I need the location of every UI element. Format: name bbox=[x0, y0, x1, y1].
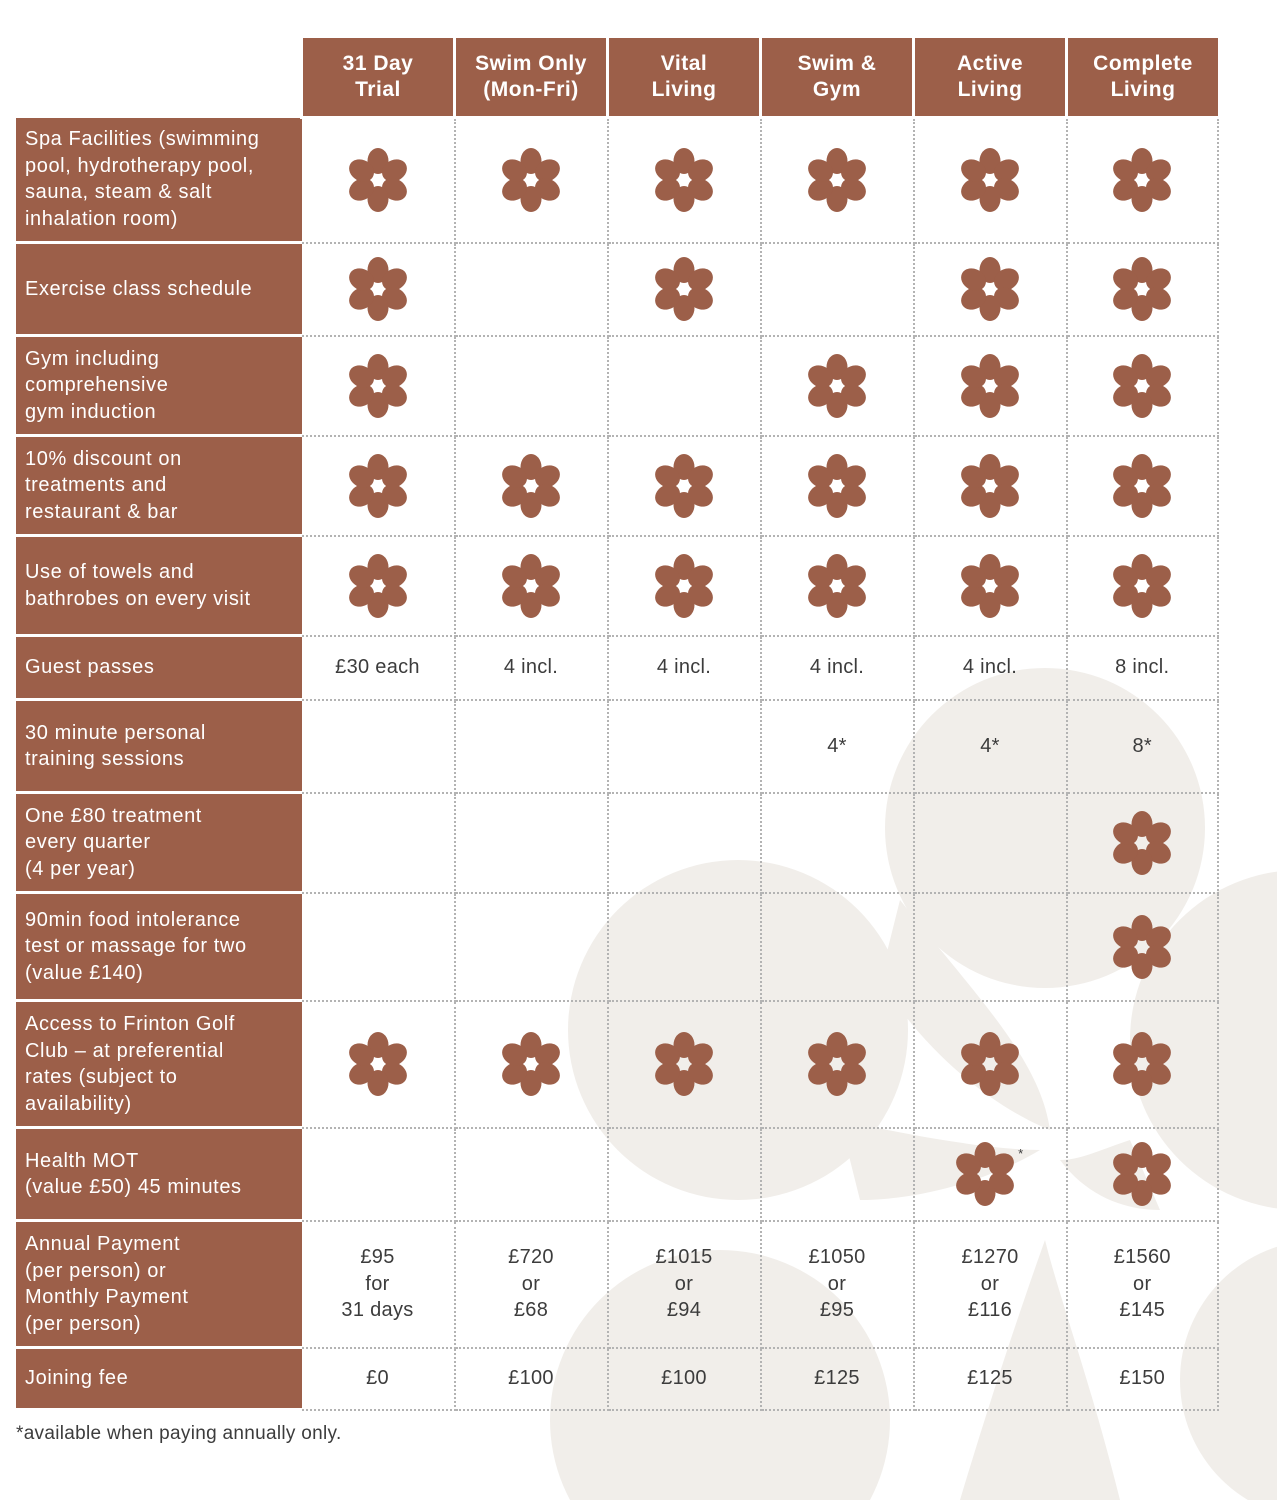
table-row bbox=[16, 436, 1218, 536]
table-cell bbox=[302, 793, 455, 893]
table-cell bbox=[1067, 793, 1219, 893]
flower-icon bbox=[1111, 256, 1173, 322]
row-label: Use of towels and bathrobes on every visit bbox=[16, 536, 302, 636]
flower-icon bbox=[806, 147, 868, 213]
table-cell bbox=[455, 700, 608, 793]
table-cell: £125 bbox=[914, 1348, 1067, 1410]
table-cell bbox=[302, 1001, 455, 1128]
table-cell: £0 bbox=[302, 1348, 455, 1410]
flower-icon bbox=[1111, 1141, 1173, 1207]
table-cell bbox=[914, 793, 1067, 893]
row-label: Guest passes bbox=[16, 636, 302, 700]
table-row bbox=[16, 536, 1218, 636]
table-cell: 4 incl. bbox=[761, 636, 914, 700]
flower-icon bbox=[653, 147, 715, 213]
table-cell bbox=[455, 336, 608, 436]
table-cell bbox=[455, 118, 608, 243]
table-cell bbox=[914, 536, 1067, 636]
flower-icon bbox=[954, 1141, 1016, 1207]
table-body bbox=[16, 118, 1218, 1410]
table-cell: 8 incl. bbox=[1067, 636, 1219, 700]
table-cell bbox=[914, 893, 1067, 1001]
flower-icon bbox=[500, 553, 562, 619]
flower-icon bbox=[806, 553, 868, 619]
flower-icon bbox=[500, 1031, 562, 1097]
row-label: 90min food intolerance test or massage for two (value £140) bbox=[16, 893, 302, 1001]
table-cell bbox=[302, 893, 455, 1001]
table-cell: £100 bbox=[455, 1348, 608, 1410]
table-cell bbox=[761, 793, 914, 893]
flower-icon bbox=[1111, 553, 1173, 619]
table-cell bbox=[1067, 1001, 1219, 1128]
table-cell bbox=[914, 243, 1067, 336]
row-label: One £80 treatment every quarter (4 per year) bbox=[16, 793, 302, 893]
table-cell bbox=[608, 1128, 761, 1221]
table-cell bbox=[608, 536, 761, 636]
table-cell bbox=[914, 436, 1067, 536]
table-row bbox=[16, 243, 1218, 336]
row-label: Annual Payment (per person) or Monthly Payment (per person) bbox=[16, 1221, 302, 1348]
table-cell bbox=[455, 1001, 608, 1128]
flower-icon bbox=[1111, 353, 1173, 419]
flower-icon bbox=[1111, 453, 1173, 519]
table-cell: £1560 or £145 bbox=[1067, 1221, 1219, 1348]
table-row bbox=[16, 1128, 1218, 1221]
flower-icon bbox=[347, 256, 409, 322]
table-cell bbox=[761, 536, 914, 636]
table-cell bbox=[761, 436, 914, 536]
table-cell bbox=[302, 336, 455, 436]
table-cell bbox=[761, 336, 914, 436]
table-cell bbox=[302, 700, 455, 793]
column-header: Swim & Gym bbox=[761, 38, 914, 118]
table-cell: £1270 or £116 bbox=[914, 1221, 1067, 1348]
table-cell: £1050 or £95 bbox=[761, 1221, 914, 1348]
flower-icon bbox=[959, 353, 1021, 419]
table-cell bbox=[302, 536, 455, 636]
flower-icon bbox=[347, 1031, 409, 1097]
table-cell bbox=[914, 336, 1067, 436]
header-row bbox=[16, 38, 1218, 118]
flower-icon bbox=[347, 453, 409, 519]
flower-icon bbox=[653, 256, 715, 322]
table-cell bbox=[761, 893, 914, 1001]
table-cell bbox=[761, 118, 914, 243]
flower-icon bbox=[806, 1031, 868, 1097]
table-cell bbox=[608, 893, 761, 1001]
table-cell: £1015 or £94 bbox=[608, 1221, 761, 1348]
table-cell bbox=[914, 1128, 1067, 1221]
flower-icon bbox=[1111, 1031, 1173, 1097]
table-cell bbox=[1067, 436, 1219, 536]
flower-icon bbox=[1111, 914, 1173, 980]
table-cell bbox=[608, 1001, 761, 1128]
asterisk-marker: * bbox=[1018, 1145, 1024, 1161]
membership-comparison-table-wrapper bbox=[16, 38, 1219, 1411]
flower-icon bbox=[653, 453, 715, 519]
flower-icon bbox=[500, 147, 562, 213]
table-cell bbox=[608, 118, 761, 243]
row-label: Joining fee bbox=[16, 1348, 302, 1410]
flower-icon bbox=[347, 147, 409, 213]
table-row bbox=[16, 700, 1218, 793]
header-corner bbox=[16, 38, 302, 118]
table-cell bbox=[302, 1128, 455, 1221]
table-cell bbox=[1067, 536, 1219, 636]
row-label: Gym including comprehensive gym induction bbox=[16, 336, 302, 436]
flower-icon bbox=[959, 453, 1021, 519]
membership-comparison-table bbox=[16, 38, 1219, 1411]
table-cell bbox=[1067, 118, 1219, 243]
table-cell bbox=[914, 1001, 1067, 1128]
table-cell bbox=[455, 436, 608, 536]
flower-icon bbox=[959, 256, 1021, 322]
table-cell bbox=[302, 118, 455, 243]
flower-icon bbox=[347, 353, 409, 419]
table-row bbox=[16, 1221, 1218, 1348]
row-label: 30 minute personal training sessions bbox=[16, 700, 302, 793]
flower-icon bbox=[500, 453, 562, 519]
flower-icon bbox=[959, 553, 1021, 619]
flower-icon bbox=[1111, 810, 1173, 876]
table-cell: £150 bbox=[1067, 1348, 1219, 1410]
footnote: *available when paying annually only. bbox=[16, 1423, 342, 1444]
table-row bbox=[16, 1001, 1218, 1128]
column-header: Complete Living bbox=[1067, 38, 1219, 118]
table-cell: £100 bbox=[608, 1348, 761, 1410]
table-cell bbox=[608, 243, 761, 336]
table-cell: £30 each bbox=[302, 636, 455, 700]
table-cell: £125 bbox=[761, 1348, 914, 1410]
flower-icon bbox=[806, 453, 868, 519]
table-row bbox=[16, 793, 1218, 893]
flower-icon bbox=[806, 353, 868, 419]
row-label: Access to Frinton Golf Club – at preferential rates (subject to availability) bbox=[16, 1001, 302, 1128]
table-row bbox=[16, 118, 1218, 243]
table-row bbox=[16, 1348, 1218, 1410]
table-cell: £720 or £68 bbox=[455, 1221, 608, 1348]
table-cell bbox=[1067, 893, 1219, 1001]
table-cell bbox=[455, 1128, 608, 1221]
table-cell bbox=[455, 793, 608, 893]
table-cell bbox=[302, 243, 455, 336]
table-cell bbox=[761, 1128, 914, 1221]
table-cell bbox=[1067, 336, 1219, 436]
table-row bbox=[16, 893, 1218, 1001]
table-cell bbox=[455, 243, 608, 336]
table-cell bbox=[761, 1001, 914, 1128]
flower-icon bbox=[959, 147, 1021, 213]
table-cell bbox=[302, 436, 455, 536]
column-header: Swim Only (Mon-Fri) bbox=[455, 38, 608, 118]
flower-icon bbox=[347, 553, 409, 619]
table-cell bbox=[1067, 1128, 1219, 1221]
table-cell: 4 incl. bbox=[914, 636, 1067, 700]
row-label: 10% discount on treatments and restaurant & bar bbox=[16, 436, 302, 536]
table-cell bbox=[608, 793, 761, 893]
column-header: Active Living bbox=[914, 38, 1067, 118]
table-cell bbox=[761, 243, 914, 336]
row-label: Spa Facilities (swimming pool, hydrotherapy pool, sauna, steam & salt inhalation room) bbox=[16, 118, 302, 243]
table-cell: 8* bbox=[1067, 700, 1219, 793]
table-cell bbox=[608, 700, 761, 793]
flower-icon bbox=[653, 553, 715, 619]
table-cell: £95 for 31 days bbox=[302, 1221, 455, 1348]
column-header: 31 Day Trial bbox=[302, 38, 455, 118]
table-row bbox=[16, 636, 1218, 700]
table-cell: 4 incl. bbox=[455, 636, 608, 700]
table-cell: 4* bbox=[761, 700, 914, 793]
row-label: Health MOT (value £50) 45 minutes bbox=[16, 1128, 302, 1221]
table-cell bbox=[608, 336, 761, 436]
table-cell: 4* bbox=[914, 700, 1067, 793]
table-cell bbox=[1067, 243, 1219, 336]
table-cell bbox=[914, 118, 1067, 243]
table-cell bbox=[608, 436, 761, 536]
row-label: Exercise class schedule bbox=[16, 243, 302, 336]
flower-icon bbox=[1111, 147, 1173, 213]
table-cell: 4 incl. bbox=[608, 636, 761, 700]
column-header: Vital Living bbox=[608, 38, 761, 118]
table-row bbox=[16, 336, 1218, 436]
flower-icon bbox=[653, 1031, 715, 1097]
flower-icon bbox=[959, 1031, 1021, 1097]
table-cell bbox=[455, 536, 608, 636]
table-cell bbox=[455, 893, 608, 1001]
